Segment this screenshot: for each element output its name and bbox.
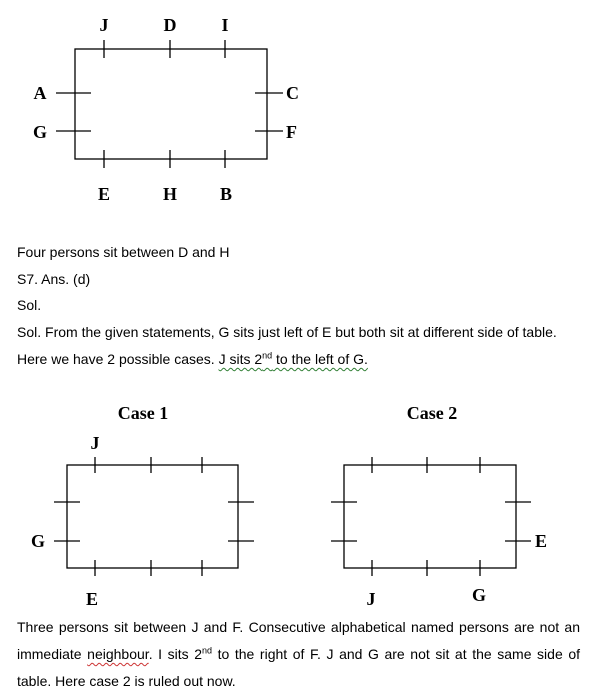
statement-four-persons: Four persons sit between D and H [17,244,230,260]
label-d: D [163,15,177,35]
case1-label-e: E [85,589,99,609]
label-c: C [286,83,299,103]
conclusion-paragraph: Three persons sit between J and F. Consecutive alphabetical named persons are not an immediate neighbour. I sits 2nd to the right of F. J and G are not sit at the same side of table. Here case 2 is ruled out now. [17,619,581,689]
neighbour-word: neighbour [87,646,149,662]
case-diagrams [0,395,616,625]
cases-intro: Here we have 2 possible cases. [17,351,219,367]
case1-label-j: J [90,433,100,453]
label-g: G [32,122,48,142]
case1-label-g: G [30,531,46,551]
answer-line: S7. Ans. (d) [17,271,91,287]
cases-statement [17,349,368,369]
label-b: B [219,184,233,204]
sol-label: Sol. [17,297,42,313]
case2-label-j: J [366,589,376,609]
case2-label-e: E [535,531,548,551]
top-table [75,49,267,159]
label-j: J [99,15,109,35]
label-f: F [286,122,297,142]
label-e: E [97,184,111,204]
label-i: I [221,15,229,35]
j-position-note: J sits 2nd to the left of G. [218,350,368,367]
case1-table [67,465,238,568]
label-a: A [33,83,47,103]
case1-title: Case 1 [117,403,169,423]
label-h: H [162,184,178,204]
top-seating-diagram [0,0,616,215]
solution-statement: Sol. From the given statements, G sits just left of E but both sit at different side of table. [17,324,557,340]
case2-title: Case 2 [406,403,458,423]
case2-table [344,465,516,568]
case2-label-g: G [471,585,487,605]
